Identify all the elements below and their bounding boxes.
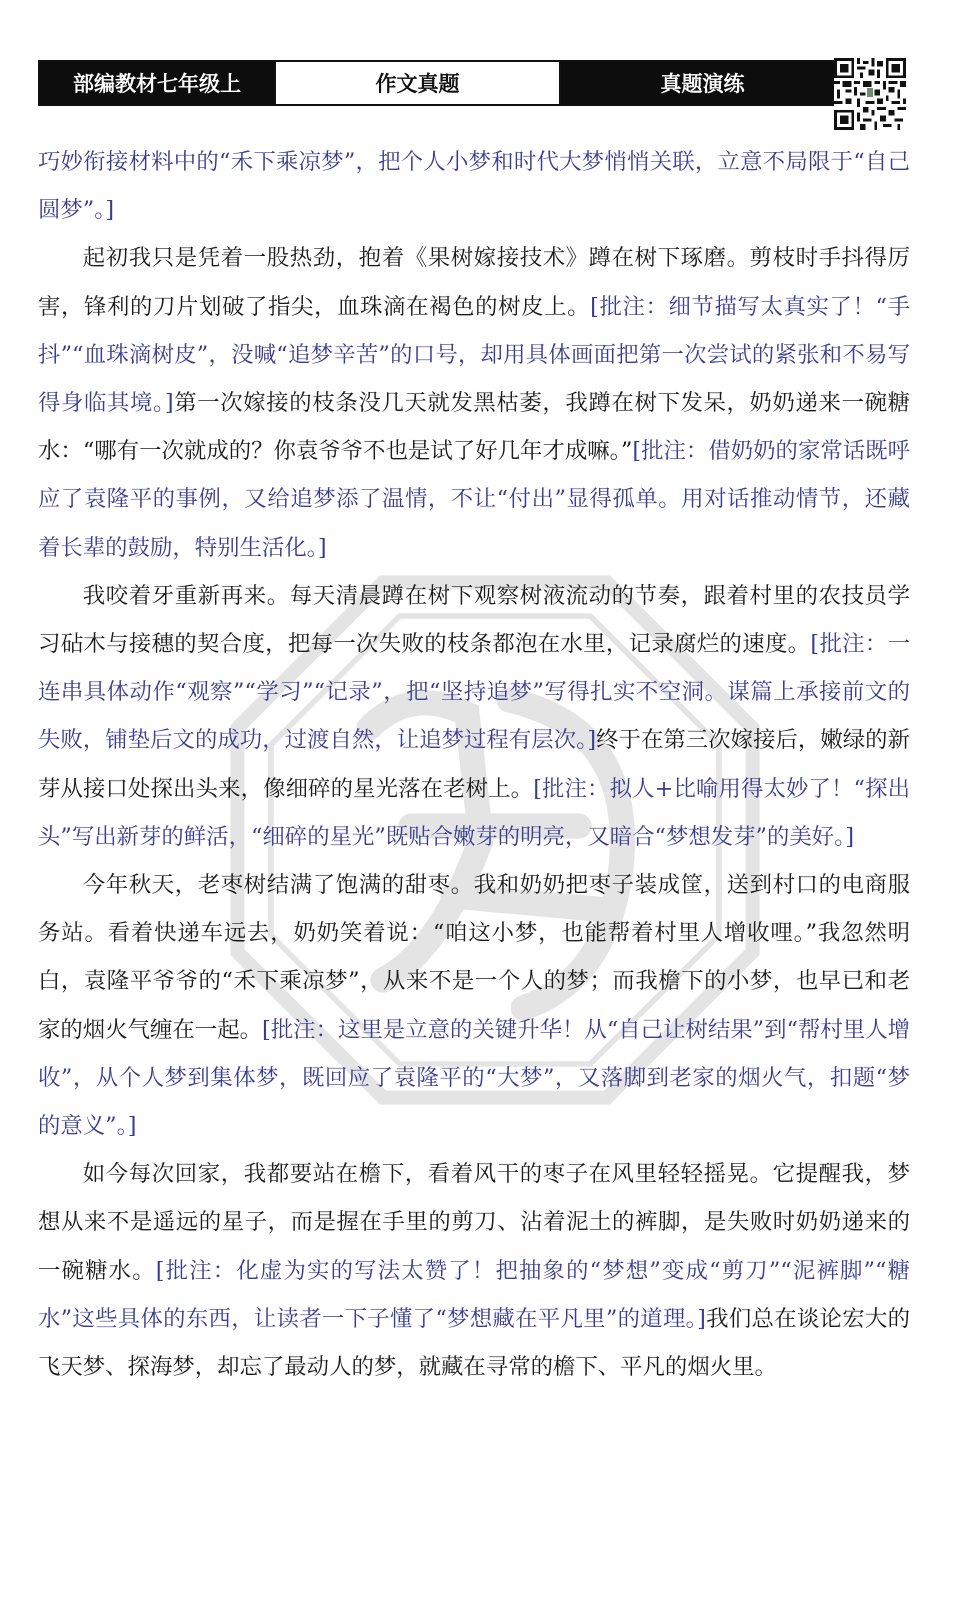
annotation-note: [批注：细节描写太真实了！“手抖”“血珠滴树皮”，没喊“追梦辛苦”的口号，却用具体画面把第一次尝试的紧张和不易写得身临其境。] <box>38 293 911 417</box>
header-section-title: 作文真题 <box>274 62 561 104</box>
annotation-note: [批注：借奶奶的家常话既呼应了袁隆平的事例，又给追梦添了温情，不让“付出”显得孤单。用对话推动情节，还藏着长辈的鼓励，特别生活化。] <box>38 438 910 561</box>
essay-text: 我们总在谈论宏大的飞天梦、探海梦，却忘了最动人的梦，就藏在寻常的檐下、平凡的烟火里。 <box>38 1305 910 1381</box>
essay-body <box>38 138 910 1391</box>
header-bar <box>38 60 846 106</box>
header-practice-label: 真题演练 <box>561 62 844 104</box>
qr-code-icon <box>834 58 906 130</box>
annotation-note: [批注：化虚为实的写法太赞了！把抽象的“梦想”变成“剪刀”“泥裤脚”“糖水”这些具体的东西，让读者一下子懂了“梦想藏在平凡里”的道理。] <box>38 1257 910 1332</box>
annotation-note: [批注：一连串具体动作“观察”“学习”“记录”，把“坚持追梦”写得扎实不空洞。谋篇上承接前文的失败，铺垫后文的成功，过渡自然，让追梦过程有层次。] <box>38 631 910 754</box>
essay-text: 我咬着牙重新再来。每天清晨蹲在树下观察树液流动的节奏，跟着村里的农技员学习砧木与接穗的契合度，把每一次失败的枝条都泡在水里，记录腐烂的速度。 <box>38 582 910 658</box>
annotation-note: 巧妙衔接材料中的“禾下乘凉梦”，把个人小梦和时代大梦悄悄关联，立意不局限于“自己圆梦”。] <box>38 149 910 224</box>
essay-paragraph <box>38 1150 910 1391</box>
annotation-note: [批注：拟人+比喻用得太妙了！“探出头”写出新芽的鲜活，“细碎的星光”既贴合嫩芽的明亮，又暗合“梦想发芽”的美好。] <box>38 775 910 850</box>
essay-paragraph <box>38 138 910 234</box>
essay-text: 终于在第三次嫁接后，嫩绿的新芽从接口处探出头来，像细碎的星光落在老树上。 <box>38 727 910 802</box>
essay-text: 如今每次回家，我都要站在檐下，看着风干的枣子在风里轻轻摇晃。它提醒我，梦想从来不是遥远的星子，而是握在手里的剪刀、沾着泥土的裤脚，是失败时奶奶递来的一碗糖水。 <box>38 1161 910 1284</box>
essay-paragraph <box>38 234 910 571</box>
essay-text: 今年秋天，老枣树结满了饱满的甜枣。我和奶奶把枣子装成筐，送到村口的电商服务站。看着快递车远去，奶奶笑着说：“咱这小梦，也能帮着村里人增收哩。”我忽然明白，袁隆平爷爷的“禾下乘凉梦”，从来不是一个人的梦；而我檐下的小梦，也早已和老家的烟火气缠在一起。 <box>38 872 910 1043</box>
essay-text: 第一次嫁接的枝条没几天就发黑枯萎，我蹲在树下发呆，奶奶递来一碗糖水：“哪有一次就成的？你袁爷爷不也是试了好几年才成嘛。” <box>38 390 910 465</box>
essay-paragraph <box>38 861 910 1150</box>
essay-text: 起初我只是凭着一股热劲，抱着《果树嫁接技术》蹲在树下琢磨。剪枝时手抖得厉害，锋利的刀片划破了指尖，血珠滴在褐色的树皮上。 <box>38 245 910 320</box>
essay-paragraph <box>38 572 910 861</box>
annotation-note: [批注：这里是立意的关键升华！从“自己让树结果”到“帮村里人增收”，从个人梦到集体梦，既回应了袁隆平的“大梦”，又落脚到老家的烟火气，扣题“梦的意义”。] <box>38 1016 911 1140</box>
header-grade-label: 部编教材七年级上 <box>40 62 274 104</box>
